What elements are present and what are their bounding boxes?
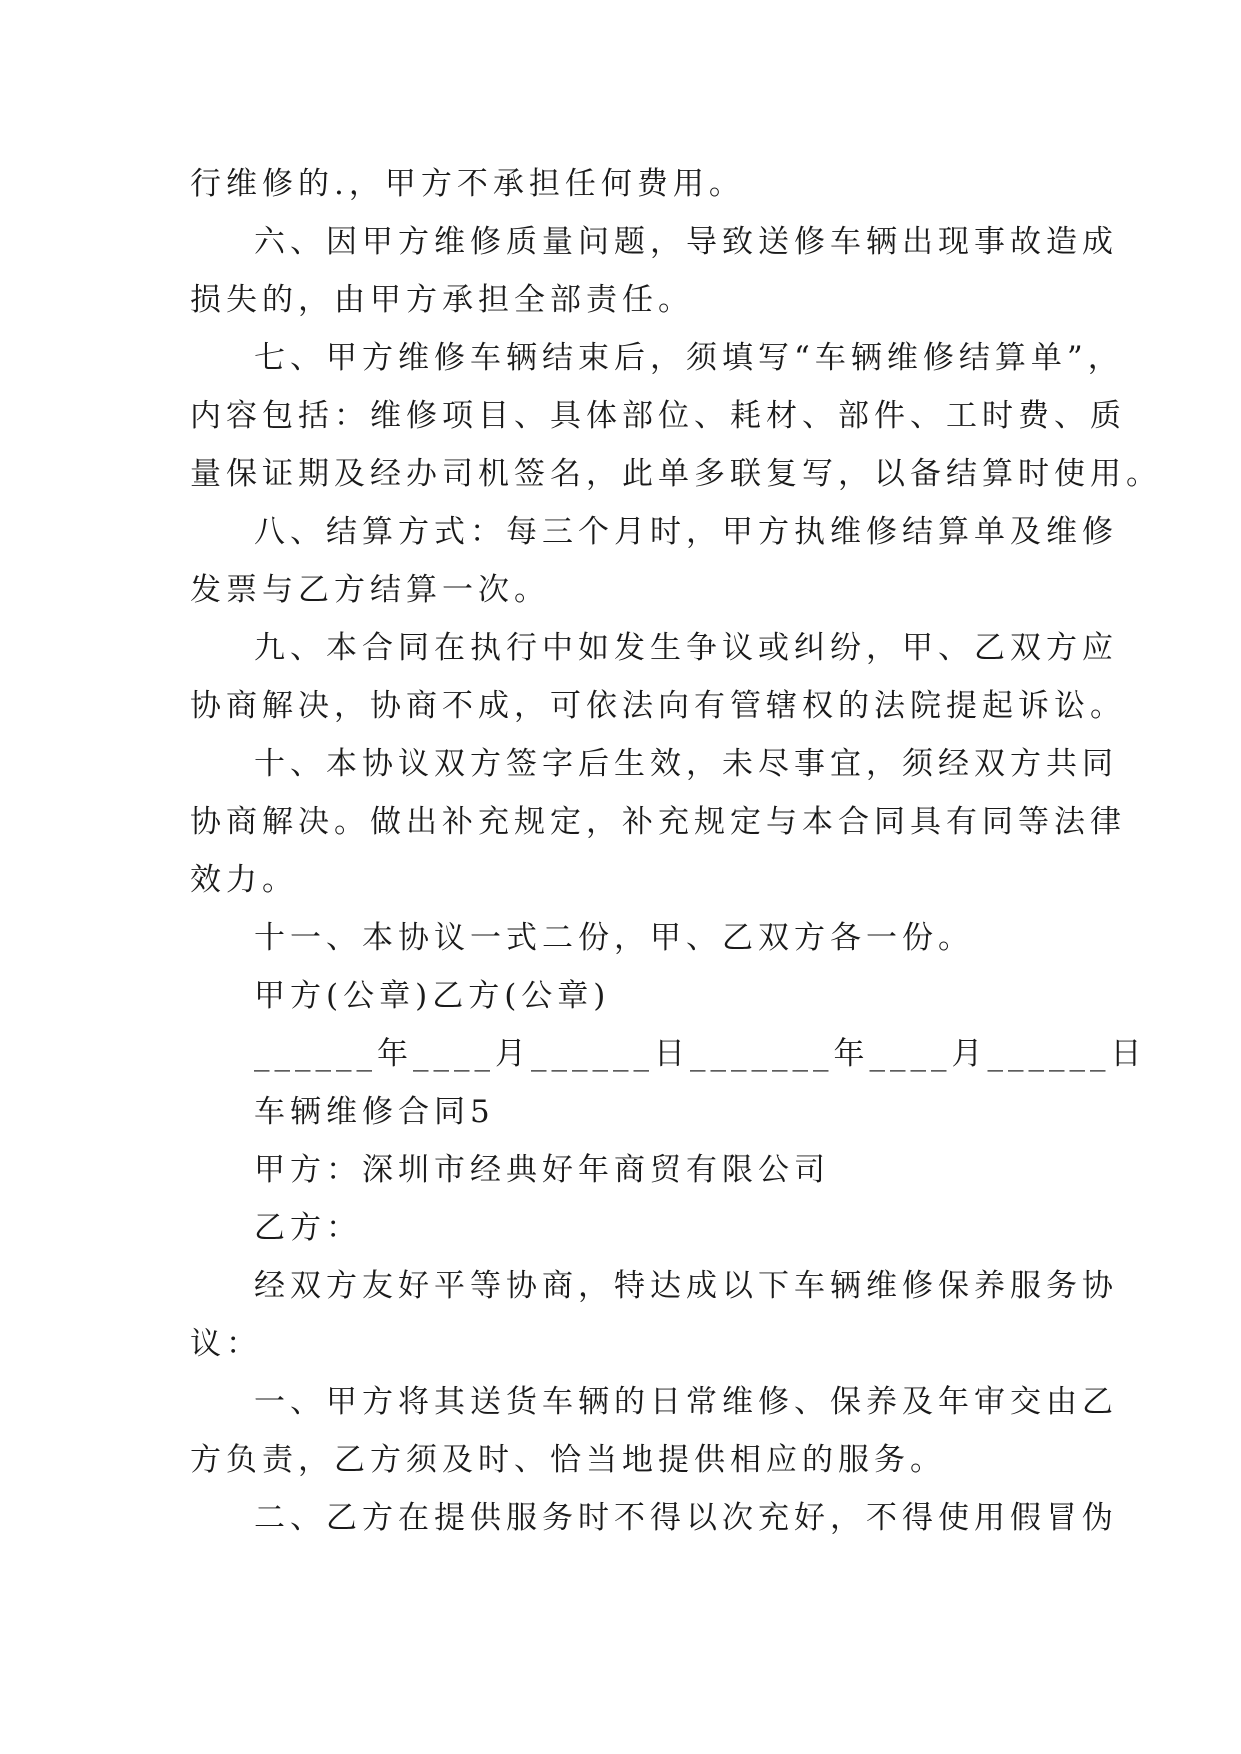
text-line: 损失的，由甲方承担全部责任。: [190, 282, 694, 318]
text-line: 十一、本协议一式二份，甲、乙双方各一份。: [254, 920, 974, 956]
text-line: 协商解决。做出补充规定，补充规定与本合同具有同等法律: [190, 804, 1126, 840]
document-body: [190, 155, 1162, 1547]
text-line: 二、乙方在提供服务时不得以次充好，不得使用假冒伪: [254, 1500, 1118, 1536]
text-line: 九、本合同在执行中如发生争议或纠纷，甲、乙双方应: [254, 630, 1118, 666]
text-line: 行维修的.，甲方不承担任何费用。: [190, 166, 745, 202]
party-b-line: 乙方：: [254, 1210, 362, 1246]
text-line: 效力。: [190, 862, 298, 898]
party-a-line: 甲方：深圳市经典好年商贸有限公司: [254, 1152, 830, 1188]
date-blank-line: ______年____月______日_______年____月______日: [254, 1036, 1147, 1072]
section-title: 车辆维修合同5: [254, 1094, 495, 1130]
text-line: 十、本协议双方签字后生效，未尽事宜，须经双方共同: [254, 746, 1118, 782]
text-line: 发票与乙方结算一次。: [190, 572, 550, 608]
text-line: 量保证期及经办司机签名，此单多联复写，以备结算时使用。: [190, 456, 1162, 492]
text-line: 七、甲方维修车辆结束后，须填写“车辆维修结算单”，: [254, 340, 1124, 376]
text-line: 经双方友好平等协商，特达成以下车辆维修保养服务协: [254, 1268, 1118, 1304]
signature-label-line: 甲方(公章)乙方(公章): [254, 978, 611, 1014]
text-line: 内容包括：维修项目、具体部位、耗材、部件、工时费、质: [190, 398, 1126, 434]
text-line: 八、结算方式：每三个月时，甲方执维修结算单及维修: [254, 514, 1118, 550]
text-line: 议：: [190, 1326, 262, 1362]
text-line: 协商解决，协商不成，可依法向有管辖权的法院提起诉讼。: [190, 688, 1126, 724]
text-line: 一、甲方将其送货车辆的日常维修、保养及年审交由乙: [254, 1384, 1118, 1420]
text-line: 六、因甲方维修质量问题，导致送修车辆出现事故造成: [254, 224, 1118, 260]
text-line: 方负责，乙方须及时、恰当地提供相应的服务。: [190, 1442, 946, 1478]
